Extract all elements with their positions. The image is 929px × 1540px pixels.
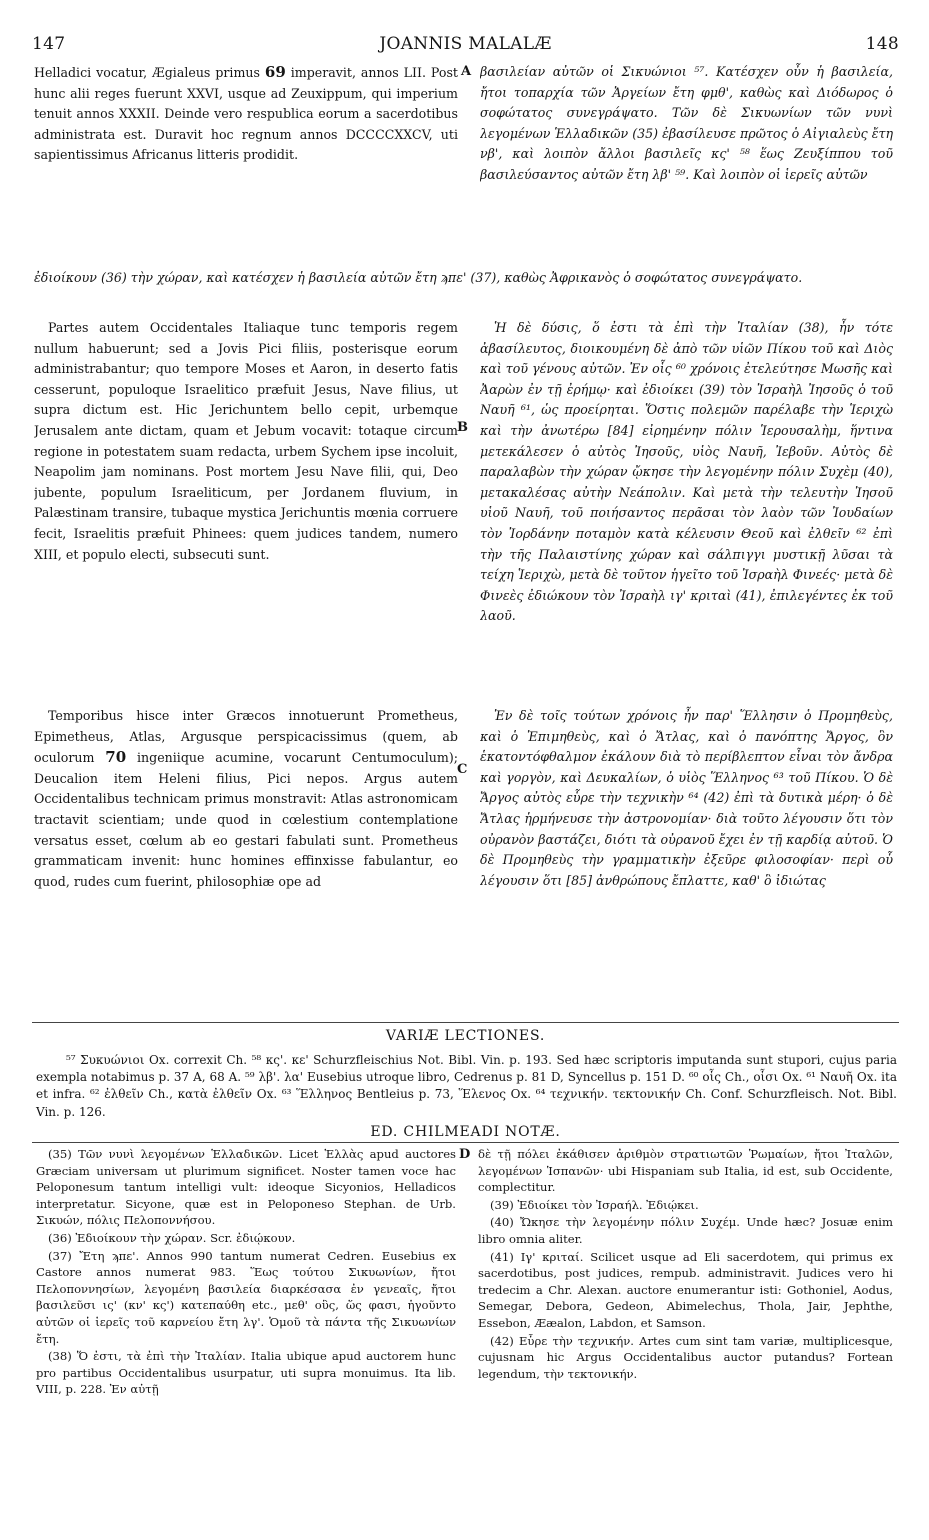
page-ref-69: 69 bbox=[264, 63, 286, 81]
note-37: (37) Ἔτη ϡπε'. Annos 990 tantum numerat Cedren. Eusebius ex Castore annos numerat 983. Ἕως τούτου Σικυωνίων, ἤτοι Πελοποννησίων, λεγομένη βασιλεία διαρκέσασα ἐν γενεαῖς, ἤτοι βασιλεῦσι ις' (κν' κς') κατεπαύθη etc., μεθ' οὓς, ὥς φασι, ἡγοῦντο αὐτῶν οἱ ἱερεῖς τοῦ καρνείου ἔτη λγ'. Ὁμοῦ τὰ πάντα τῆς Σικυωνίων ἔτη. bbox=[36, 1248, 456, 1346]
greek-span-text: ἐδιοίκουν (36) τὴν χώραν, καὶ κατέσχεν ἡ βασιλεία αὐτῶν ἔτη ϡπε' (37), καθὼς Ἀφρικανὸς ὁ σοφώτατος συνεγράψατο. bbox=[34, 270, 803, 285]
note-36: (36) Ἐδιοίκουν τὴν χώραν. Scr. ἐδιῴκουν. bbox=[48, 1230, 296, 1245]
marker-b: B bbox=[457, 420, 468, 435]
note-35: (35) Τῶν νυνὶ λεγομένων Ἑλλαδικῶν. Licet Ἑλλὰς apud auctores Græciam universam ut plurimum significet. Noster tamen voce hac Peloponesum tantum intelligi vult: ideoque Sicyonios, Helladicos interpretatur. Sicyone, quæ est in Peloponeso Stephan. de Urb. Σικυών, πόλις Πελοποννήσου. bbox=[36, 1147, 456, 1228]
greek-top-text: βασιλείαν αὐτῶν οἱ Σικυώνιοι ⁵⁷. Κατέσχεν οὖν ἡ βασιλεία, ἤτοι τοπαρχία τῶν Ἀργείων ἔτη φμθ', καθὼς καὶ Διόδωρος ὁ σοφώτατος συνεγράψατο. Τῶν δὲ Σικυωνίων τῶν νυνὶ λεγομένων Ἑλλαδικῶν (35) ἐβασίλευσε πρῶτος ὁ Αἰγιαλεὺς ἔτη νβ', καὶ λοιπὸν ἄλλοι βασιλεῖς κς' ⁵⁸ ἕως Ζευξίππου τοῦ βασιλεύσαντος αὐτῶν ἔτη λβ' ⁵⁹. Καὶ λοιπὸν οἱ ἱερεῖς αὐτῶν bbox=[480, 64, 893, 182]
greek-spanning-line bbox=[34, 268, 893, 312]
running-title: JOANNIS MALALÆ bbox=[379, 34, 552, 54]
variae-text: ⁵⁷ Συκυώνιοι Ox. correxit Ch. ⁵⁸ κς'. κε' Schurzfleischius Not. Bibl. Vin. p. 193. Sed hæc scriptoris imputanda sunt stupori, cujus paria exempla notabimus p. 37 A, 68 A. ⁵⁹ λβ'. λα' Eusebius utroque libro, Cedrenus p. 81 D, Syncellus p. 151 D. ⁶⁰ οἷς Ch., οἷσι Ox. ⁶¹ Ναυῆ Ox. ita et infra. ⁶² ἐλθεῖν Ch., κατὰ ἐλθεῖν Ox. ⁶³ Ἕλληνος Bentleius p. 73, Ἕλενος Ox. ⁶⁴ τεχνικήν. τεκτονικήν Ch. Conf. Schurzfleisch. Not. Bibl. Vin. p. 126. bbox=[36, 1053, 897, 1119]
greek-column-mid bbox=[480, 318, 893, 698]
latin-top-rest: imperavit, annos LII. Post hunc alii reges fuerunt XXVI, usque ad Zeuxippum, qui imperium tenuit annos XXXII. Deinde vero respublica eorum a sacerdotibus administrata est. Duravit hoc regnum annos DCCCCXXCV, uti sapientissimus Africanus litteris prodidit. bbox=[34, 65, 458, 163]
latin-low-line1: Temporibus hisce inter Græcos innotuerunt Prometheus, Epimetheus, Atlas, Argusque perspicacissimus (quem, ab oculorum bbox=[34, 708, 458, 766]
notes-column-right bbox=[478, 1146, 893, 1526]
note-38: (38) Ὅ ἐστι, τὰ ἐπὶ τὴν Ἰταλίαν. Italia ubique apud auctorem hunc pro partibus Occidentalibus usurpatur, uti supra monuimus. Ita lib. VIII, p. 228. Ἐν αὐτῇ bbox=[36, 1349, 456, 1397]
latin-column-top bbox=[34, 62, 458, 268]
latin-low-rest: ingeniique acumine, vocarunt Centumoculum); Deucalion item Heleni filius, Pici nepos. Argus autem Occidentalibus technicam primus monstravit: Atlas astronomicam tractavit scientiam; unde quod in cœlestium contemplatione versatus esset, cœlum ab eo gestari fabulati sunt. Prometheus grammaticam invenit: hunc homines effinxisse fabulantur, eo quod, rudes cum fuerint, philosophiæ ope ad bbox=[34, 750, 458, 889]
variae-heading: VARIÆ LECTIONES. bbox=[385, 1028, 546, 1044]
latin-top-line1: Helladici vocatur, Ægialeus primus bbox=[34, 65, 260, 80]
note-40: (40) Ὤκησε τὴν λεγομένην πόλιν Συχέμ. Unde hæc? Josuæ enim libro omnia aliter. bbox=[478, 1215, 893, 1246]
greek-low-text: Ἐν δὲ τοῖς τούτων χρόνοις ἦν παρ' Ἕλλησιν ὁ Προμηθεὺς, καὶ ὁ Ἐπιμηθεὺς, καὶ ὁ Ἄτλας, καὶ ὁ πανόπτης Ἄργος, ὃν ἑκατοντόφθαλμον ἐκάλουν διὰ τὸ περίβλεπτον εἶναι τὸν ἄνδρα καὶ γοργὸν, καὶ Δευκαλίων, ὁ υἱὸς Ἕλληνος ⁶³ τοῦ Πίκου. Ὁ δὲ Ἄργος αὐτὸς εὗρε τὴν τεχνικὴν ⁶⁴ (42) ἐπὶ τὰ δυτικὰ μέρη· ὁ δὲ Ἄτλας ἡρμήνευσε τὴν ἀστρονομίαν· διὰ τοῦτο λέγουσιν ὅτι τὸν οὐρανὸν βαστάζει, διότι τὰ οὐρανοῦ ἔχει ἐν τῇ καρδίᾳ αὐτοῦ. Ὁ δὲ Προμηθεὺς τὴν γραμματικὴν ἐξεῦρε φιλοσοφίαν· περὶ οὗ λέγουσιν ὅτι [85] ἀνθρώπους ἔπλαττε, καθ' ὃ ἰδιώτας bbox=[480, 708, 893, 888]
page-number-right: 148 bbox=[865, 34, 899, 54]
note-39: (39) Ἐδιοίκει τὸν Ἰσραήλ. Ἐδιῴκει. bbox=[490, 1197, 699, 1212]
marker-a: A bbox=[461, 64, 472, 79]
latin-column-low bbox=[34, 706, 458, 1016]
greek-column-top bbox=[480, 62, 893, 268]
note-38-cont: δὲ τῇ πόλει ἐκάθισεν ἀριθμὸν στρατιωτῶν Ῥωμαίων, ἤτοι Ἰταλῶν, λεγομένων Ἱσπανῶν· ubi Hispaniam sub Italia, id est, sub Occidente, complectitur. bbox=[478, 1147, 893, 1195]
latin-column-mid bbox=[34, 318, 458, 688]
note-42: (42) Εὗρε τὴν τεχνικήν. Artes cum sint tam variæ, multiplicesque, cujusnam hic Argus Occidentalibus auctor putandus? Fortean legendum, τὴν τεκτονικήν. bbox=[478, 1333, 893, 1381]
notae-heading: ED. CHILMEADI NOTÆ. bbox=[370, 1124, 561, 1140]
divider-rule-1 bbox=[32, 1022, 899, 1023]
notes-column-left bbox=[36, 1146, 456, 1526]
variae-lectiones bbox=[36, 1052, 897, 1121]
latin-mid-text: Partes autem Occidentales Italiaque tunc temporis regem nullum habuerunt; sed a Jovis Pici filiis, posterisque eorum administrabantur; quo tempore Moses et Aaron, in deserto fatis cesserunt, populoque Israelitico præfuit Jesus, Nave filius, ut supra dictum est. Hic Jerichuntem bello cepit, urbemque Jerusalem ante dictam, quam et Jebum vocavit: totaque circum regione in potestatem suam redacta, urbem Sychem ipse incoluit, Neapolim jam nominans. Post mortem Jesu Nave filii, qui, Deo jubente, populum Israeliticum, per Jordanem fluvium, in Palæstinam transire, tubaque mystica Jerichuntis mœnia corruere fecit, Israelitis præfuit Phinees: quem judices tandem, numero XIII, et populo electi, subsecuti sunt. bbox=[34, 320, 458, 562]
divider-rule-2 bbox=[32, 1142, 899, 1143]
running-header bbox=[32, 34, 899, 58]
marker-d: D bbox=[459, 1147, 471, 1162]
page-number-left: 147 bbox=[32, 34, 66, 54]
greek-mid-text: Ἡ δὲ δύσις, ὅ ἐστι τὰ ἐπὶ τὴν Ἰταλίαν (38), ἦν τότε ἀβασίλευτος, διοικουμένη δὲ ἀπὸ τῶν υἱῶν Πίκου τοῦ καὶ Διὸς καὶ τοῦ γένους αὐτῶν. Ἐν οἷς ⁶⁰ χρόνοις ἐτελεύτησε Μωσῆς καὶ Ἀαρὼν ἐν τῇ ἐρήμῳ· καὶ ἐδιοίκει (39) τὸν Ἰσραὴλ Ἰησοῦς ὁ τοῦ Ναυῆ ⁶¹, ὡς προείρηται. Ὅστις πολεμῶν παρέλαβε τὴν Ἱεριχὼ καὶ τὴν ἀνωτέρω [84] εἰρημένην πόλιν Ἱερουσαλὴμ, ἥντινα μετεκάλεσεν ὁ αὐτὸς Ἰησοῦς, υἱὸς Ναυῆ, Ἰεβοῦν. Αὐτὸς δὲ παραλαβὼν τὴν χώραν ᾤκησε τὴν λεγομένην πόλιν Συχὲμ (40), μετακαλέσας αὐτὴν Νεάπολιν. Καὶ μετὰ τὴν τελευτὴν Ἰησοῦ υἱοῦ Ναυῆ, τοῦ ποιήσαντος περᾶσαι τὸν λαὸν τῶν Ἰουδαίων τὸν Ἰορδάνην ποταμὸν κατὰ κέλευσιν Θεοῦ καὶ ἐλθεῖν ⁶² ἐπὶ τὴν τῆς Παλαιστίνης χώραν καὶ σάλπιγγι μυστικῇ λῦσαι τὰ τείχη Ἱεριχὼ, μετὰ δὲ τοῦτον ἡγεῖτο τοῦ Ἰσραὴλ Φινεές· μετὰ δὲ Φινεὲς ἐδιώκουν τὸν Ἰσραὴλ ιγ' κριταὶ (41), ἐπιλεγέντες ἐκ τοῦ λαοῦ. bbox=[480, 320, 893, 624]
marker-c: C bbox=[457, 762, 468, 777]
note-41: (41) Ιγ' κριταί. Scilicet usque ad Eli sacerdotem, qui primus ex sacerdotibus, post judices, rempub. administravit. Judices vero hi tredecim a Chr. Alexan. auctore enumerantur isti: Gothoniel, Aodus, Semegar, Debora, Gedeon, Abimelechus, Thola, Jair, Jephthe, Essebon, Ææalon, Labdon, et Samson. bbox=[478, 1249, 893, 1330]
page-ref-70: 70 bbox=[105, 748, 127, 767]
greek-column-low bbox=[480, 706, 893, 1016]
